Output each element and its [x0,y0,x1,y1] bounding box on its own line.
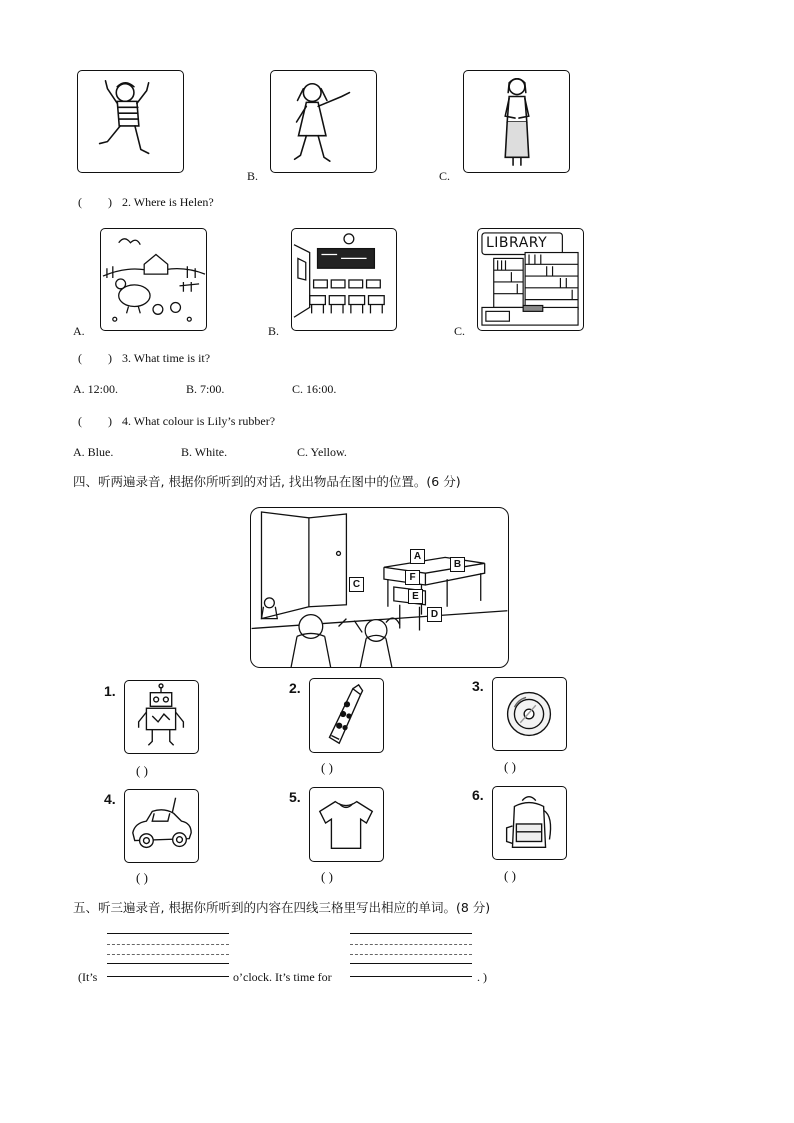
room-label-f: F [405,570,420,585]
q3-option-c[interactable]: C. 16:00. [292,382,337,396]
sentence-middle: o’clock. It’s time for [233,970,332,984]
q4-answer-paren-close: ) [108,414,112,428]
item-4-picture[interactable] [124,789,199,863]
room-label-d: D [427,607,442,622]
room-label-c: C [349,577,364,592]
room-label-b: B [450,557,465,572]
toy-car-icon [125,790,198,862]
item-2-picture[interactable] [309,678,384,753]
q1-option-b-label: B. [247,169,259,183]
q1-option-a-picture[interactable] [77,70,184,173]
room-scene-picture [250,507,509,668]
item-3-answer[interactable]: ( ) [504,759,516,774]
q2-option-b-label: B. [268,324,280,338]
q3-option-a[interactable]: A. 12:00. [73,382,118,396]
item-6-answer[interactable]: ( ) [504,868,516,883]
robot-icon [125,681,198,753]
farm-icon [101,229,206,330]
q2-option-a-label: A. [73,324,85,338]
item-1-picture[interactable] [124,680,199,754]
item-3-picture[interactable] [492,677,567,751]
q4-question: 4. What colour is Lily’s rubber? [122,414,276,428]
q2-option-c-label: C. [454,324,466,338]
item-1-number: 1. [104,683,116,699]
q2-question: 2. Where is Helen? [122,195,214,209]
writing-baseline-1 [107,976,229,977]
room-label-e: E [408,589,423,604]
q4-option-b[interactable]: B. White. [181,445,228,459]
sentence-start: (It’s [78,970,98,984]
cd-icon [493,678,566,750]
item-4-answer[interactable]: ( ) [136,870,148,885]
crayon-icon [310,679,383,752]
q4-option-c[interactable]: C. Yellow. [297,445,347,459]
section5-title: 五、听三遍录音, 根据你所听到的内容在四线三格里写出相应的单词。(8 分) [73,900,491,915]
item-5-answer[interactable]: ( ) [321,869,333,884]
item-5-picture[interactable] [309,787,384,862]
q1-option-c-picture[interactable] [463,70,570,173]
writing-baseline-2 [350,976,472,977]
writing-lines-1[interactable] [107,933,229,963]
item-2-number: 2. [289,680,301,696]
room-scene-icon [251,508,508,667]
q4-answer-paren-open: ( [78,414,82,428]
library-sign: LIBRARY [486,235,548,251]
q2-answer-paren-close: ) [108,195,112,209]
item-2-answer[interactable]: ( ) [321,760,333,775]
q2-option-a-picture[interactable] [100,228,207,331]
woman-standing-icon [464,71,569,172]
room-label-a: A [410,549,425,564]
sentence-end: . ) [477,970,487,984]
q4-option-a[interactable]: A. Blue. [73,445,114,459]
boy-waving-icon [78,71,183,172]
item-4-number: 4. [104,791,116,807]
item-5-number: 5. [289,789,301,805]
girl-waving-icon [271,71,376,172]
t-shirt-icon [310,788,383,861]
q1-option-b-picture[interactable] [270,70,377,173]
item-6-picture[interactable] [492,786,567,860]
item-6-number: 6. [472,787,484,803]
q3-option-b[interactable]: B. 7:00. [186,382,225,396]
classroom-icon [292,229,396,330]
q2-option-c-picture[interactable] [477,228,584,331]
section4-title: 四、听两遍录音, 根据你所听到的对话, 找出物品在图中的位置。(6 分) [73,474,461,489]
q3-answer-paren-open: ( [78,351,82,365]
backpack-icon [493,787,566,859]
q2-answer-paren-open: ( [78,195,82,209]
item-3-number: 3. [472,678,484,694]
q3-answer-paren-close: ) [108,351,112,365]
item-1-answer[interactable]: ( ) [136,763,148,778]
writing-lines-2[interactable] [350,933,472,963]
q2-option-b-picture[interactable] [291,228,397,331]
q1-option-c-label: C. [439,169,451,183]
q3-question: 3. What time is it? [122,351,211,365]
